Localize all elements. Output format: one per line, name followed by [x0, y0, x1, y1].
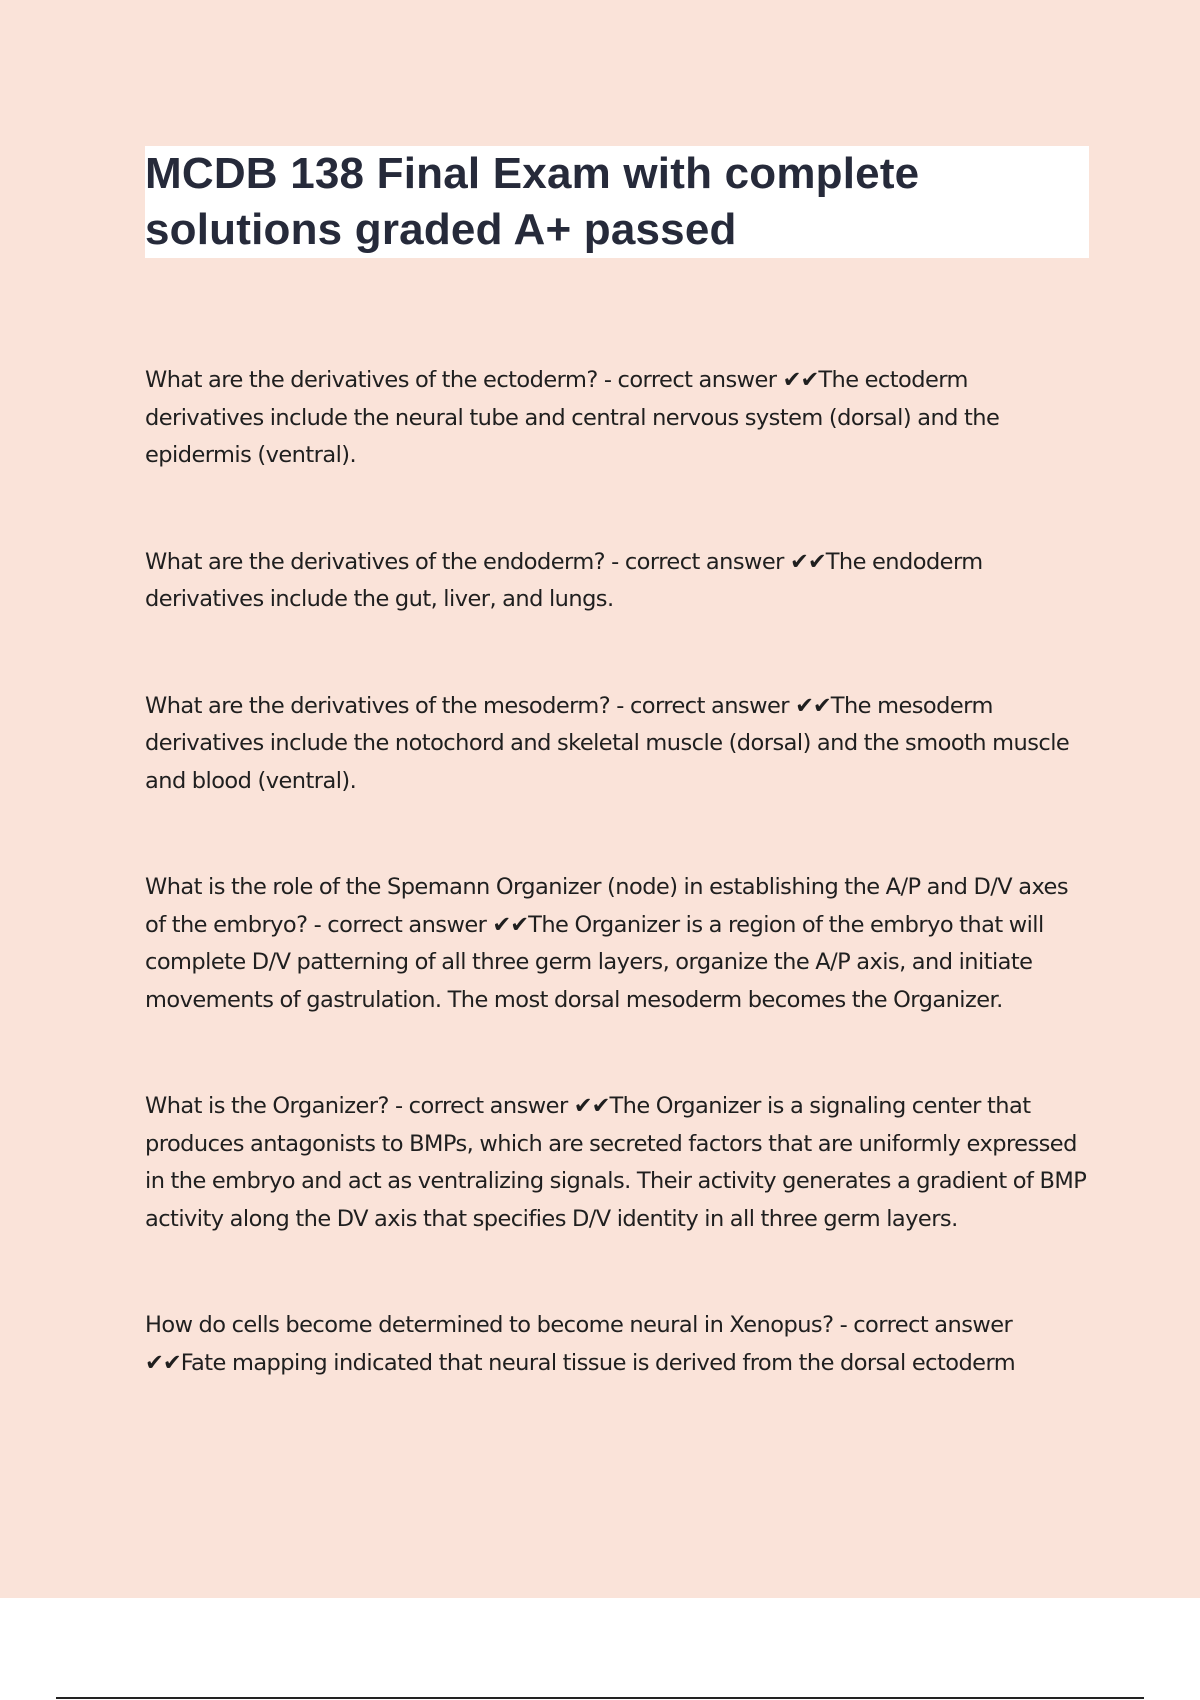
qa-answer: The ectoderm derivatives include the neural tube and central nervous system (dorsal) and the epidermis (ventral). [145, 367, 1000, 468]
qa-item-organizer [145, 1088, 1090, 1238]
qa-answer: The endoderm derivatives include the gut, liver, and lungs. [145, 548, 983, 612]
qa-question: What is the role of the Spemann Organizer (node) in establishing the A/P and D/V axes of the embryo? - correct answer [145, 874, 1068, 938]
qa-question: What are the derivatives of the ectoderm? - correct answer [145, 367, 783, 393]
qa-answer: The mesoderm derivatives include the notochord and skeletal muscle (dorsal) and the smooth muscle and blood (ventral). [145, 692, 1070, 794]
check-mark-icon: ✔✔ [789, 548, 826, 575]
check-mark-icon: ✔✔ [573, 1093, 610, 1119]
qa-item-mesoderm [145, 688, 1090, 801]
title-box [145, 146, 1089, 258]
qa-answer: Fate mapping indicated that neural tissue is derived from the dorsal ectoderm [180, 1349, 1016, 1376]
qa-question: How do cells become determined to become neural in Xenopus? - correct answer [145, 1312, 1013, 1338]
qa-item-ectoderm [145, 362, 1090, 475]
footer-rule [56, 1697, 1144, 1699]
qa-answer: The Organizer is a signaling center that produces antagonists to BMPs, which are secreted factors that are uniformly expressed in the embryo and act as ventralizing signals. Their activity generates a gradient of BMP activity along the DV axis that specifies D/V identity in all three germ layers. [145, 1093, 1087, 1232]
qa-item-spemann-organizer [145, 869, 1090, 1019]
qa-list [145, 362, 1090, 1382]
qa-item-endoderm [145, 544, 1090, 619]
document-title: MCDB 138 Final Exam with complete solutions graded A+ passed [145, 149, 920, 254]
check-mark-icon: ✔✔ [492, 911, 529, 938]
check-mark-icon: ✔✔ [782, 367, 819, 393]
check-mark-icon: ✔✔ [795, 692, 831, 719]
qa-question: What are the derivatives of the endoderm? - correct answer [145, 548, 790, 575]
qa-item-neural-xenopus [145, 1307, 1090, 1382]
check-mark-icon: ✔✔ [145, 1349, 181, 1376]
qa-question: What is the Organizer? - correct answer [145, 1093, 574, 1119]
qa-answer: The Organizer is a region of the embryo that will complete D/V patterning of all three germ layers, organize the A/P axis, and initiate movements of gastrulation. The most dorsal mesoderm becomes the Organizer. [145, 911, 1044, 1013]
qa-question: What are the derivatives of the mesoderm? - correct answer [145, 692, 796, 719]
